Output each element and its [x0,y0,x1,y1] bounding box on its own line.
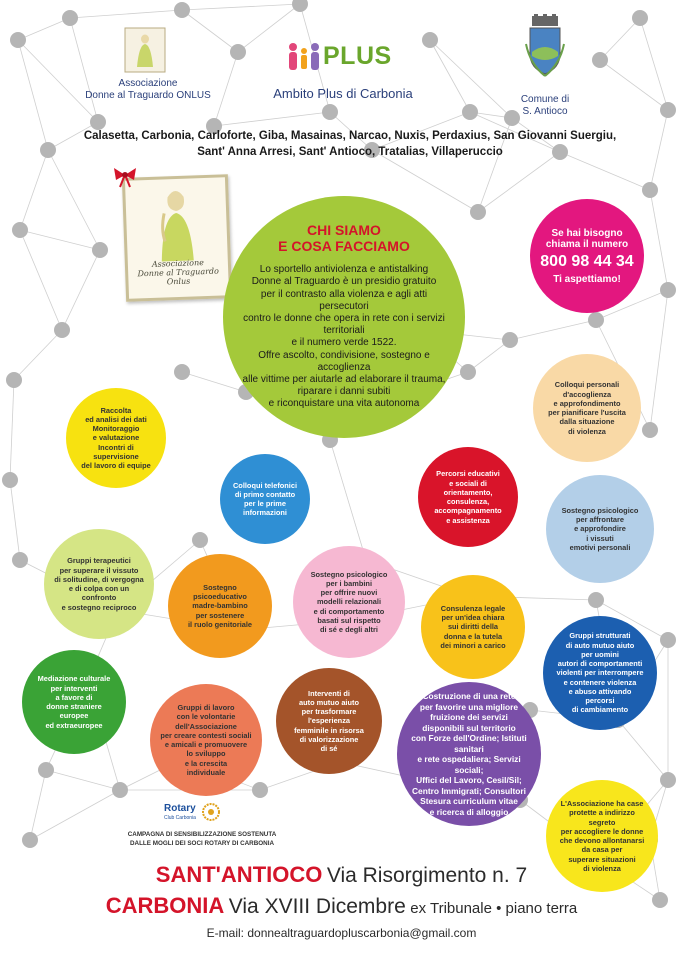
service-text-line: fruizione dei servizi [430,712,508,722]
service-text-line: femminile in risorsa [294,725,364,735]
service-circle [546,475,654,583]
network-line [48,150,100,250]
email-line [0,926,683,940]
service-circle [421,575,525,679]
service-text-line: e la crescita [184,758,228,768]
network-node [322,104,338,120]
address-line-2 [0,893,683,919]
main-title-line2: E COSA FACCIAMO [278,238,410,255]
network-node [660,632,676,648]
network-line [600,18,640,60]
service-text-line: Uffici del Lavoro, Cesil/Sil; [416,775,522,785]
service-text-line: Interventi di [308,688,350,698]
address-carbonia-extra: ex Tribunale • piano terra [410,900,578,917]
network-node [12,222,28,238]
service-text-line: consulenza, [446,497,490,506]
service-circle [418,447,518,547]
network-node [462,104,478,120]
service-text-line: e approfondimento [553,398,621,408]
service-text-line: di violenza [568,426,606,436]
service-text-line: basati sul rispetto [317,615,381,625]
network-node [2,472,18,488]
hotline-line1: Se hai bisogno [551,227,623,239]
association-logo-icon [124,27,166,73]
service-text-line: Costruzione di una rete [422,691,516,701]
network-line [214,52,238,126]
network-node [6,372,22,388]
network-node [588,592,604,608]
service-text-line: di solitudine, di vergogna [54,574,144,584]
framed-logo-line2: Donne al Traguardo [137,266,220,279]
network-node [22,832,38,848]
comune-line2: S. Antioco [522,106,568,117]
rotary-brand: Rotary [164,803,196,814]
service-circle [44,529,154,639]
service-text-line: con le volontarie [176,712,236,722]
service-text-line: per trasformare [301,707,357,717]
service-text-line: del lavoro di equipe [81,461,151,471]
service-text-line: lo sviluppo [186,749,226,759]
network-node [470,204,486,220]
service-text-line: accompagnamento [434,506,502,516]
network-line [478,152,560,212]
email-link[interactable]: donnealtraguardopluscarbonia@gmail.com [247,926,477,940]
service-text-line: di cambiamento [571,705,629,715]
network-line [18,40,48,150]
rotary-wheel-icon [202,803,220,821]
service-text-line: e di colpa con un [68,584,130,593]
email-label: E-mail: [206,926,244,940]
crest-icon [524,14,566,78]
service-text-line: per creare contesti sociali [160,730,252,740]
service-text-line: per accogliere le donne [560,826,644,836]
red-bow-icon [112,166,138,193]
rotary-sub: Club Carbonia [164,815,196,821]
service-text-line: sui diritti della [447,622,499,632]
network-line [650,190,668,290]
service-text-line: che devono allontanarsi [559,836,645,845]
network-line [70,18,98,122]
service-text-line: e rete ospedaliera; Servizi sociali; [417,754,521,775]
network-line [510,320,596,340]
network-line [46,770,120,790]
service-text-line: Raccolta [100,405,132,415]
service-text-line: emotivi personali [569,542,631,552]
service-circle [543,616,657,730]
service-text-line: i vissuti [586,533,614,543]
network-line [640,18,668,110]
network-node [502,332,518,348]
service-text-line: per un'idea chiara [441,613,505,623]
network-line [330,440,366,560]
towns-list [80,128,620,160]
network-line [14,330,62,380]
service-circle [533,354,641,462]
network-node [252,782,268,798]
main-body-line: contro le donne che opera in rete con i servizi territoriali [243,312,445,337]
network-line [18,18,70,40]
service-text-line: confronto [81,593,117,603]
service-text-line: madre-bambino [192,601,248,611]
address-line-1 [0,862,683,888]
service-text-line: dalla situazione [559,417,615,427]
service-text-line: Colloqui personali [554,380,620,390]
framed-logo-line3: Onlus [166,276,191,287]
service-text-line: per sostenere [195,610,245,620]
plus-logo-text: PLUS [323,42,392,70]
service-circle [276,668,382,774]
service-text-line: violenti per interrompere [556,668,644,678]
service-text-line: di sé [320,744,338,754]
service-text-line: Consulenza legale [440,603,506,613]
service-text-line: e valutazione [92,433,140,443]
service-circle [168,554,272,658]
network-node [660,772,676,788]
rotary-logo [164,803,224,827]
plus-logo [285,40,405,80]
main-body-line: e riconquistare una vita autonoma [268,398,420,410]
network-line [214,112,330,126]
service-text-line: e sostegno reciproco [61,602,137,612]
service-text-line: per superare il vissuto [59,565,139,575]
service-circle [220,454,310,544]
service-text-line: per interventi [50,683,98,693]
service-text-line: di valorizzazione [299,734,359,744]
network-node [92,242,108,258]
service-text-line: superare situazioni [568,854,636,864]
woman-figure-icon [125,181,228,264]
service-text-line: dell'Associazione [175,721,237,731]
network-line [30,770,46,840]
service-text-line: per pianificare l'uscita [548,408,626,417]
service-text-line: psicoeducativo [193,592,247,602]
service-text-line: di sé e degli altri [320,625,378,635]
network-node [642,182,658,198]
service-text-line: di violenza [583,863,621,873]
hotline-line3: Ti aspettiamo! [553,273,621,285]
service-text-line: Gruppi strutturati [569,631,631,641]
service-text-line: e contenere violenza [563,677,637,687]
service-text-line: il ruolo genitoriale [187,619,253,629]
network-line [650,290,668,430]
network-line [600,60,668,110]
association-name-line1: Associazione [118,78,178,89]
framed-logo-line1: Associazione [151,258,205,269]
network-node [174,2,190,18]
network-line [10,480,20,560]
network-node [10,32,26,48]
network-node [54,322,70,338]
service-text-line: e approfondire [574,524,626,534]
network-node [422,32,438,48]
service-text-line: Sostegno [203,582,237,592]
service-text-line: l'esperienza [307,716,351,726]
service-text-line: Colloqui telefonici [232,480,298,490]
main-body-line: riparare i danni subiti [297,386,391,398]
service-text-line: di primo contatto [234,489,296,499]
towns-line2: Sant' Anna Arresi, Sant' Antioco, Tratalias, Villaperuccio [197,146,503,159]
association-logo [124,27,166,73]
service-text-line: e ricerca di alloggio [429,806,509,817]
service-text-line: donna e la tutela [443,631,503,641]
network-node [632,10,648,26]
service-text-line: Monitoraggio [92,424,140,434]
service-text-line: di auto mutuo aiuto [565,640,635,650]
address-santantioco: Via Risorgimento n. 7 [326,864,528,887]
network-node [12,552,28,568]
service-circle [293,546,405,658]
service-text-line: Gruppi terapeutici [67,556,131,566]
network-line [430,40,470,112]
service-text-line: da casa per [581,845,623,855]
hotline-line2: chiama il numero [545,238,629,250]
main-body-line: Lo sportello antiviolenza e antistalking [259,264,429,276]
service-circle [150,684,262,796]
network-node [174,364,190,380]
service-text-line: Stesura curriculum vitae [420,796,518,806]
network-line [20,230,62,330]
hotline-circle [530,199,644,313]
hotline-number[interactable]: 800 98 44 34 [540,252,634,270]
network-node [62,10,78,26]
main-body-line: e il numero verde 1522. [291,337,397,349]
service-circle [22,650,126,754]
service-text-line: con Forze dell'Ordine; Istituti sanitari [411,733,527,754]
service-text-line: dei minori a carico [440,640,506,650]
main-body-line: Donne al Traguardo è un presidio gratuito [251,276,437,288]
city-carbonia: CARBONIA [105,893,225,918]
network-node [192,532,208,548]
service-text-line: informazioni [243,508,287,518]
network-node [38,762,54,778]
network-line [20,230,100,250]
network-line [70,10,182,18]
towns-line1: Calasetta, Carbonia, Carloforte, Giba, Masainas, Narcao, Nuxis, Perdaxius, San Giovanni Suergiu, [83,130,617,142]
network-line [618,720,668,780]
service-text-line: per affrontare [575,515,625,525]
network-node [642,422,658,438]
main-title-line1: CHI SIAMO [307,222,381,238]
service-text-line: per le prime [244,499,286,508]
service-text-line: autori di comportamenti [557,659,643,669]
network-node [660,102,676,118]
service-circle [397,682,541,826]
network-node [112,782,128,798]
main-body-line: alle vittime per aiutarle ad elaborare il trauma, [242,373,446,385]
service-text-line: disponibili sul territorio [422,722,516,733]
main-body-line: Offre ascolto, condivisione, sostegno e accoglienza [258,349,430,373]
campaign-line1: CAMPAGNA DI SENSIBILIZZAZIONE SOSTENUTA [127,831,277,838]
address-carbonia: Via XVIII Dicembre [228,895,406,918]
service-text-line: Mediazione culturale [37,674,111,684]
network-node [292,0,308,12]
network-node [592,52,608,68]
framed-logo [122,174,232,302]
city-santantioco: SANT'ANTIOCO [155,862,323,887]
network-line [650,110,668,190]
network-node [40,142,56,158]
service-text-line: per offrire nuovi [320,588,378,598]
association-name-line2: Donne al Traguardo ONLUS [85,90,211,101]
network-node [230,44,246,60]
network-line [182,4,300,10]
network-line [182,10,238,52]
service-text-line: protette a indirizzo segreto [569,808,635,827]
main-body-line: per il contrasto alla violenza e agli atti persecutori [260,288,428,312]
service-text-line: Incontri di supervisione [93,442,139,461]
main-body [237,264,451,410]
service-text-line: per uomini [581,649,619,659]
service-text-line: individuale [186,767,226,777]
service-text-line: Centro Immigrati; Consultori [412,785,526,796]
service-text-line: europee [59,711,89,721]
network-node [660,282,676,298]
campaign-line2: DALLE MOGLI DEI SOCI ROTARY DI CARBONIA [129,840,274,848]
ambito-title: Ambito Plus di Carbonia [273,86,413,101]
service-text-line: L'Associazione ha case [560,799,644,808]
service-circle [66,388,166,488]
comune-line1: Comune di [520,94,570,105]
service-text-line: Percorsi educativi [436,469,500,479]
network-line [10,380,14,480]
network-line [20,150,48,230]
main-circle [223,196,465,438]
comune-crest [524,14,566,78]
network-line [62,250,100,330]
service-text-line: ed extraeuropee [45,720,103,730]
service-text-line: d'accoglienza [562,389,612,399]
service-text-line: e di comportamento [313,606,385,616]
network-node [460,364,476,380]
network-node [588,312,604,328]
service-text-line: auto mutuo aiuto [299,697,359,707]
service-text-line: ed analisi dei dati [85,414,147,424]
service-text-line: percorsi [585,696,615,706]
service-text-line: per favorire una migliore [419,701,519,712]
service-text-line: e amicali e promuovere [164,740,248,749]
service-text-line: Sostegno psicologico [561,505,639,515]
service-text-line: e assistenza [446,515,490,525]
service-text-line: e sociali di orientamento, [443,478,493,497]
service-text-line: per i bambini [326,578,372,588]
service-text-line: Sostegno psicologico [310,569,388,579]
service-text-line: modelli relazionali [316,597,382,607]
service-text-line: Gruppi di lavoro [177,703,235,712]
service-text-line: a favore di [55,692,93,702]
service-text-line: e abuso attivando [568,686,632,696]
service-text-line: donne straniere [46,702,102,711]
